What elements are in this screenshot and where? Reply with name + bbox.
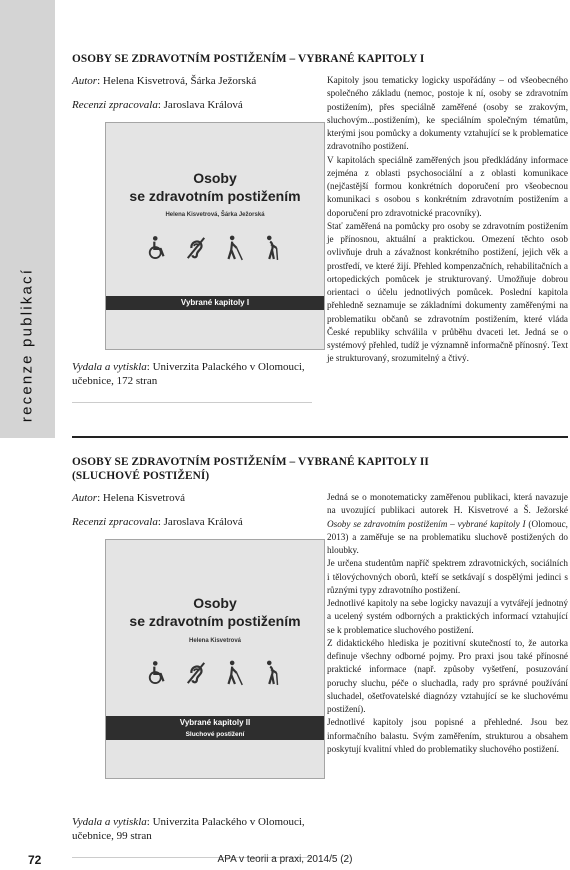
cover-authors: Helena Kisvetrová — [188, 638, 242, 644]
blind-cane-icon — [223, 660, 245, 686]
hearing-impaired-icon — [185, 660, 207, 686]
review-1-book-cover — [105, 122, 325, 350]
paragraph: Stať zaměřená na pomůcky pro osoby se zdravotním postižením je přínosnou, aktuální a praktickou. Omezení těchto osob ovlivňuje druh a závažnost konkrétního postižení, jejich věk a prostředí, ve které žijí. Přehled kompenzačních, rehabilitačních a ortopedických pomůcek je strukturovaný. Umožňuje dobrou orientaci o účelu jednotlivých pomůcek. Poslední kapitola přehledně seznamuje se základními dokumenty zaměřenými na problematiku občanů se zdravotním postižením, které vláda České republiky schválila v průběhu dvaceti let. Jedná se o systémový přehled, tudíž je významně informačně přínosný. Text je strukturovaný, srozumitelný a čtivý. — [327, 220, 568, 364]
elderly-cane-icon — [261, 235, 283, 261]
paragraph: Kapitoly jsou tematicky logicky uspořádány – od všeobecného společného základu (nemoc, postoje k ní, osoby se zdravotním postižením), přes speciálně zaměřené (osoby se zrakovým, sluchovým...postižením), ke speciálním společným tématům, kterými jsou pomůcky a dokumenty vztahující se k problematice zdravotního postižení. — [327, 75, 568, 152]
paragraph: Jednotlivé kapitoly na sebe logicky navazují a vytvářejí jednotný a ucelený systém odborných a praktických informací vztahující se k problematice sluchového postižení. — [327, 598, 568, 635]
page-number: 72 — [28, 853, 42, 867]
cover-icons — [106, 660, 324, 686]
review-2-author: Autor: Helena Kisvetrová — [72, 492, 186, 504]
section-label: recenze publikací — [18, 267, 36, 423]
paragraph: Je určena studentům napříč spektrem zdravotnických, sociálních i tělovýchovných oborů, kteří se setkávají s dospělými jedinci s různými typy zdravotního postižení. — [327, 558, 568, 595]
paragraph: Jednotlivé kapitoly jsou popisné a přehledné. Jsou bez informačního balastu. Svým zaměřením, strukturou a obsahem poskytují kvalitní vhled do problematiky sluchového postižení. — [327, 717, 568, 754]
cover-band: Vybrané kapitoly I — [106, 296, 324, 310]
review-1-divider — [72, 402, 312, 403]
review-2-book-cover — [105, 539, 325, 779]
paragraph: V kapitolách speciálně zaměřených jsou předkládány informace zejména z oblasti psychosociální a z oblasti komunikace (nejčastější formou konkrétních doporučení pro všeobecnou komunikaci s osobou s konkrétním zdravotním postižením a doporučení pro zdravotnické pracovníky). — [327, 154, 568, 218]
hearing-impaired-icon — [185, 235, 207, 261]
review-1-body — [327, 74, 568, 403]
review-2-body — [327, 491, 568, 858]
section-side-tab — [0, 0, 55, 438]
cover-title: Osoby se zdravotním postižením — [129, 170, 301, 204]
review-2-meta-column — [72, 491, 312, 858]
cover-title: Osoby se zdravotním postižením — [129, 595, 301, 629]
cover-authors: Helena Kisvetrová, Šárka Ježorská — [165, 212, 265, 218]
review-1-meta-column — [72, 74, 312, 403]
blind-cane-icon — [223, 235, 245, 261]
paragraph: Z didaktického hlediska je pozitivní skutečností to, že autorka definuje všechny odborné pojmy. Pro praxi jsou také přínosné praktické informace (např. způsoby vyšetření, posuzování poruchy sluchu, péče o sluchadla, rady pro správné používání sluchadel, ošetřovatelské diagnózy vztahující se ke sluchovému postižení). — [327, 637, 568, 714]
review-1-title: OSOBY SE ZDRAVOTNÍM POSTIŽENÍM – VYBRANÉ KAPITOLY I — [72, 53, 425, 65]
cover-icons — [106, 235, 324, 261]
review-2 — [72, 455, 568, 858]
review-1-reviewer: Recenzi zpracovala: Jaroslava Králová — [72, 99, 243, 111]
cover-band: Vybrané kapitoly II Sluchové postižení — [106, 716, 324, 740]
elderly-cane-icon — [261, 660, 283, 686]
review-1-published: Vydala a vytiskla: Univerzita Palackého v Olomouci, učebnice, 172 stran — [72, 361, 305, 387]
section-divider — [72, 436, 568, 438]
review-2-published: Vydala a vytiskla: Univerzita Palackého v Olomouci, učebnice, 99 stran — [72, 816, 305, 842]
paragraph: Jedná se o monotematicky zaměřenou publikaci, která navazuje na uvozující publikaci autorek H. Kisvetrové a Š. Ježorské Osoby se zdravotním postižením – vybrané kapitoly I (Olomouc, 2013) a zaměřuje se na problematiku sluchově postižených do hloubky. — [327, 492, 568, 555]
wheelchair-icon — [147, 235, 169, 261]
review-2-reviewer: Recenzi zpracovala: Jaroslava Králová — [72, 516, 243, 528]
journal-citation: APA v teorii a praxi, 2014/5 (2) — [217, 854, 353, 865]
review-1-author: Autor: Helena Kisvetrová, Šárka Ježorská — [72, 75, 257, 87]
wheelchair-icon — [147, 660, 169, 686]
review-1 — [72, 52, 568, 403]
review-2-title: OSOBY SE ZDRAVOTNÍM POSTIŽENÍM – VYBRANÉ KAPITOLY II (SLUCHOVÉ POSTIŽENÍ) — [72, 456, 429, 482]
